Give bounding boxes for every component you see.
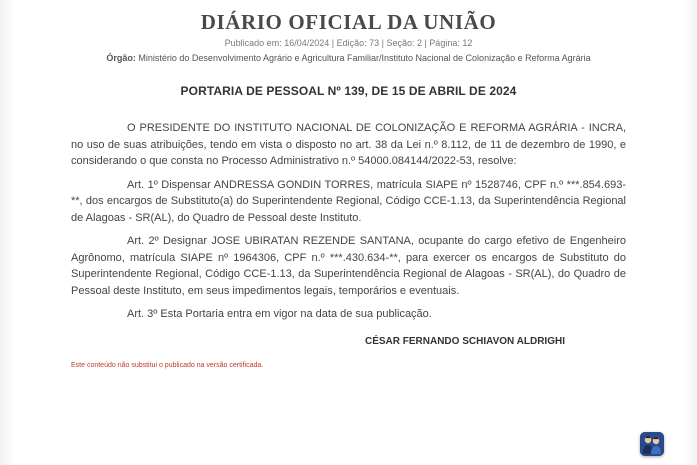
masthead-title: DIÁRIO OFICIAL DA UNIÃO	[200, 10, 497, 34]
signature: CÉSAR FERNANDO SCHIAVON ALDRIGHI	[364, 336, 565, 347]
orgao-line	[0, 53, 697, 63]
orgao-value: Ministério do Desenvolvimento Agrário e Agricultura Familiar/Instituto Nacional de Colonização e Reforma Agrária	[138, 53, 591, 63]
certification-disclaimer: Este conteúdo não substitui o publicado na versão certificada.	[71, 362, 264, 369]
publication-meta: Publicado em: 16/04/2024 | Edição: 73 | Seção: 2 | Página: 12	[224, 38, 473, 48]
paragraph-preamble: O PRESIDENTE DO INSTITUTO NACIONAL DE COLONIZAÇÃO E REFORMA AGRÁRIA - INCRA, no uso de suas atribuições, tendo em vista o disposto no art. 38 da Lei n.º 8.112, de 11 de dezembro de 1990, e considerando o que consta no Processo Administrativo n.º 54000.084144/2022-53, resolve:	[71, 122, 626, 167]
paragraph-art-1: Art. 1º Dispensar ANDRESSA GONDIN TORRES, matrícula SIAPE nº 1528746, CPF n.º ***.854.693-**, dos encargos de Substituto(a) do Superintendente Regional, Código CCE-1.13, da Superintendência Regional de Alagoas - SR(AL), do Quadro de Pessoal deste Instituto.	[71, 178, 626, 224]
orgao-label: Órgão:	[106, 53, 136, 63]
paragraph-art-3: Art. 3º Esta Portaria entra em vigor na data de sua publicação.	[127, 308, 432, 320]
avatars-icon	[640, 432, 664, 456]
paragraph-art-2: Art. 2º Designar JOSE UBIRATAN REZENDE SANTANA, ocupante do cargo efetivo de Engenheiro Agrônomo, matrícula SIAPE nº 1964306, CPF n.º ***.430.634-**, para exercer os encargos de Substituto do Superintendente Regional, Código CCE-1.13, da Superintendência Regional de Alagoas - SR(AL), do Quadro de Pessoal deste Instituto, em seus impedimentos legais, temporários e eventuais.	[71, 235, 626, 297]
accessibility-avatar-button[interactable]	[640, 432, 664, 456]
portaria-title: PORTARIA DE PESSOAL Nº 139, DE 15 DE ABRIL DE 2024	[180, 84, 517, 98]
document-body	[71, 120, 626, 330]
